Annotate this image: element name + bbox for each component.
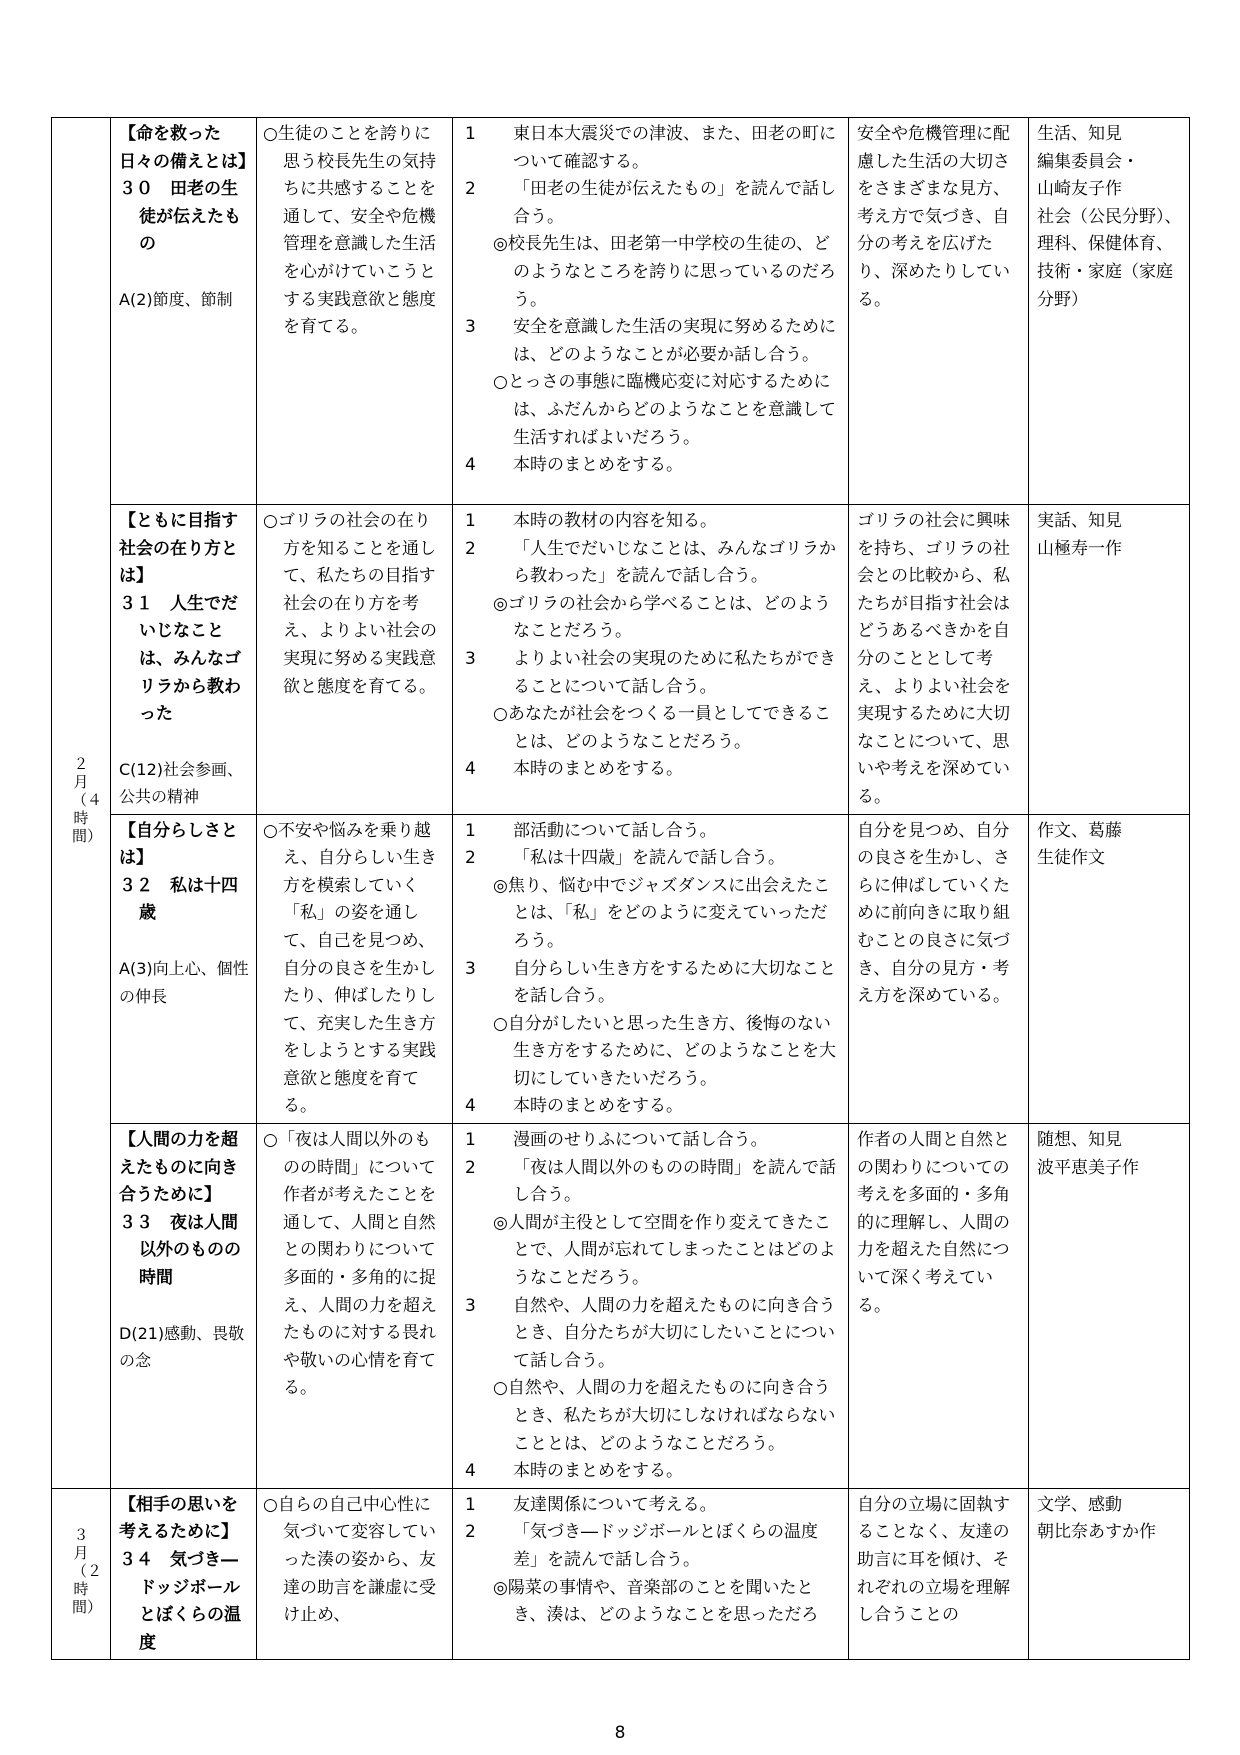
aim-cell [257,505,453,815]
table-row [52,505,1190,815]
related-item: 作文、葛藤 [1037,820,1122,841]
step-number: 4 [465,1461,476,1482]
lesson-theme: 【相手の思いを考えるために】 [119,1494,238,1543]
flow-step [465,756,840,784]
flow-step [465,818,840,846]
month-cell [52,118,111,1489]
related-cell [1029,1124,1190,1489]
related-item: 実話、知見 [1037,511,1122,531]
step-text: 本時のまとめをする。 [513,1096,683,1117]
lesson-title-cell [111,118,257,505]
value-item: C(12)社会参画、公共の精神 [119,759,244,807]
step-number: 3 [465,958,476,979]
step-number: 1 [465,820,476,841]
flow-step [465,314,840,369]
evaluation-text: 作者の人間と自然との関わりについての考えを多面的・多角的に理解し、人間の力を超えた自然について深く考えている。 [857,1130,1010,1316]
table-row [52,814,1190,1124]
step-text: 「私は十四歳」を読んで話し合う。 [513,848,785,869]
lesson-aim: ○「夜は人間以外のものの時間」について作者が考えたことを通して、人間と自然との関わりについて多面的・多角的に捉え、人間の力を超えたものに対する畏れや敬いの心情を育てる。 [263,1130,438,1399]
lesson-plan-table [51,117,1190,1660]
step-number: 1 [465,511,476,531]
step-number: 3 [465,648,476,669]
value-item: A(2)節度、節制 [119,289,233,309]
step-number: 1 [465,1130,476,1151]
lesson-aim: ○自らの自己中心性に気づいて変容していった湊の姿から、友達の助言を謙虚に受け止め、 [263,1494,436,1626]
aim-cell [257,1488,453,1660]
flow-step [465,1093,840,1121]
key-question: ○自然や、人間の力を超えたものに向き合うとき、私たちが大切にしなければならないこととは、どのようなことだろう。 [493,1378,836,1454]
lesson-number-title: ３３ 夜は人間以外のものの時間 [119,1212,241,1289]
evaluation-cell [849,1488,1029,1660]
key-question: ○自分がしたいと思った生き方、後悔のない生き方をするために、どのようなことを大切にしていきたいだろう。 [493,1013,836,1089]
evaluation-text: 安全や危機管理に配慮した生活の大切さをさまざまな見方、考え方で気づき、自分の考えを広げたり、深めたりしている。 [857,124,1010,310]
lesson-title-cell [111,1124,257,1489]
key-question: ◎人間が主役として空間を作り変えてきたことで、人間が忘れてしまったことはどのようなことだろう。 [493,1212,836,1289]
lesson-theme: 【命を救った日々の備えとは】 [119,124,255,172]
flow-step [465,956,840,1011]
step-number: 2 [465,848,476,869]
lesson-number-title: ３１ 人生でだいじなことは、みんなゴリラから教わった [119,593,241,725]
lesson-number-title: ３０ 田老の生徒が伝えたもの [119,179,241,255]
lesson-theme: 【ともに目指す社会の在り方とは】 [119,511,238,587]
aim-cell [257,814,453,1124]
step-number: 4 [465,455,476,476]
flow-step [465,1458,840,1486]
flow-step [465,1155,840,1210]
related-cell [1029,118,1190,505]
flow-cell [453,118,849,505]
flow-step [465,1492,840,1520]
related-item: 生徒作文 [1037,848,1105,869]
evaluation-cell [849,118,1029,505]
step-text: 本時のまとめをする。 [513,1461,683,1482]
evaluation-cell [849,505,1029,815]
step-text: 自然や、人間の力を超えたものに向き合うとき、自分たちが大切にしたいことについて話し合う。 [513,1295,836,1371]
table-row [52,1124,1190,1489]
related-cell [1029,814,1190,1124]
step-number: 1 [465,1494,476,1515]
lesson-number-title: ３２ 私は十四歳 [119,875,238,924]
step-text: 安全を意識した生活の実現に努めるためには、どのようなことが必要か話し合う。 [513,317,836,365]
related-item: 山極寿一作 [1037,538,1122,559]
flow-step [465,1293,840,1376]
key-question: ◎陽菜の事情や、音楽部のことを聞いたとき、湊は、どのようなことを思っただろ [493,1577,819,1626]
step-text: 本時のまとめをする。 [513,455,683,476]
lesson-aim: ○不安や悩みを乗り越え、自分らしい生き方を模索していく「私」の姿を通して、自己を見つめ、自分の良さを生かしたり、伸ばしたりして、充実した生き方をしようとする実践意欲と態度を育てる。 [263,820,438,1117]
key-question: ○とっさの事態に臨機応変に対応するためには、ふだんからどのようなことを意識して生活すればよいだろう。 [493,372,836,448]
flow-step [465,508,840,536]
step-text: 「夜は人間以外のものの時間」を読んで話し合う。 [513,1157,836,1206]
flow-cell [453,505,849,815]
step-text: 本時の教材の内容を知る。 [513,511,717,531]
step-text: 「田老の生徒が伝えたもの」を読んで話し合う。 [513,179,836,227]
evaluation-text: ゴリラの社会に興味を持ち、ゴリラの社会との比較から、私たちが目指す社会はどうあるべきかを自分のこととして考え、よりよい社会を実現するために大切なことについて、思いや考えを深めている。 [857,511,1012,807]
related-item: 編集委員会・ [1037,151,1139,172]
step-number: 4 [465,1096,476,1117]
related-item: 文学、感動 [1037,1494,1122,1515]
evaluation-cell [849,1124,1029,1489]
flow-step [465,536,840,591]
month-label: ３月（２時間） [72,1526,103,1617]
flow-step [465,1127,840,1155]
step-text: 本時のまとめをする。 [513,759,683,780]
step-number: 3 [465,317,476,338]
flow-step [465,452,840,480]
lesson-number-title: ３４ 気づき―ドッジボールとぼくらの温度 [119,1549,241,1653]
related-cell [1029,505,1190,815]
aim-cell [257,1124,453,1489]
flow-step [465,1519,840,1574]
table-row [52,1488,1190,1660]
step-text: 部活動について話し合う。 [513,820,717,841]
step-text: 「気づき―ドッジボールとぼくらの温度差」を読んで話し合う。 [513,1522,818,1570]
lesson-title-cell [111,1488,257,1660]
lesson-title-cell [111,505,257,815]
step-number: 1 [465,124,476,144]
flow-cell [453,1488,849,1660]
lesson-theme: 【自分らしさとは】 [119,820,238,869]
month-label: ２月（４時間） [72,755,103,846]
evaluation-text: 自分を見つめ、自分の良さを生かし、さらに伸ばしていくために前向きに取り組むことの良さに気づき、自分の見方・考え方を深めている。 [857,820,1010,1007]
lesson-title-cell [111,814,257,1124]
step-number: 2 [465,1157,476,1178]
related-item: 生活、知見 [1037,124,1122,144]
lesson-aim: ○ゴリラの社会の在り方を知ることを通して、私たちの目指す社会の在り方を考え、よりよい社会の実現に努める実践意欲と態度を育てる。 [263,511,438,697]
flow-cell [453,1124,849,1489]
value-item: A(3)向上心、個性の伸長 [119,958,249,1006]
key-question: ◎校長先生は、田老第一中学校の生徒の、どのようなところを誇りに思っているのだろう。 [493,234,836,310]
step-number: 2 [465,1522,476,1543]
flow-cell [453,814,849,1124]
step-number: 3 [465,1295,476,1316]
step-text: よりよい社会の実現のために私たちができることについて話し合う。 [513,648,836,697]
aim-cell [257,118,453,505]
table-row [52,118,1190,505]
step-text: 漫画のせりふについて話し合う。 [513,1130,768,1151]
related-item: 随想、知見 [1037,1130,1122,1151]
related-item: 山崎友子作 [1037,179,1122,200]
step-text: 「人生でだいじなことは、みんなゴリラから教わった」を読んで話し合う。 [513,538,836,587]
step-number: 2 [465,179,476,200]
key-question: ◎焦り、悩む中でジャズダンスに出会えたことは、「私」をどのように変えていっただろう。 [493,875,831,951]
key-question: ◎ゴリラの社会から学べることは、どのようなことだろう。 [493,593,831,642]
related-item: 社会（公民分野）、理科、保健体育、技術・家庭（家庭分野） [1037,206,1182,310]
page-number: 8 [614,1723,626,1743]
month-cell [52,1488,111,1660]
related-item: 波平恵美子作 [1037,1157,1139,1178]
step-number: 4 [465,759,476,780]
step-text: 友達関係について考える。 [513,1494,717,1515]
value-item: D(21)感動、畏敬の念 [119,1323,245,1371]
step-number: 2 [465,538,476,559]
lesson-aim: ○生徒のことを誇りに思う校長先生の気持ちに共感することを通して、安全や危機管理を意識した生活を心がけていこうとする実践意欲と態度を育てる。 [263,124,436,338]
flow-step [465,121,840,176]
related-item: 朝比奈あすか作 [1037,1522,1156,1543]
step-text: 東日本大震災での津波、また、田老の町について確認する。 [513,124,836,172]
related-cell [1029,1488,1190,1660]
evaluation-cell [849,814,1029,1124]
evaluation-text: 自分の立場に固執することなく、友達の助言に耳を傾け、それぞれの立場を理解し合うことの [857,1494,1010,1626]
step-text: 自分らしい生き方をするために大切なことを話し合う。 [513,958,836,1007]
flow-step [465,176,840,231]
lesson-theme: 【人間の力を超えたものに向き合うために】 [119,1130,238,1206]
flow-step [465,845,840,873]
key-question: ○あなたが社会をつくる一員としてできることは、どのようなことだろう。 [493,704,831,752]
flow-step [465,646,840,701]
